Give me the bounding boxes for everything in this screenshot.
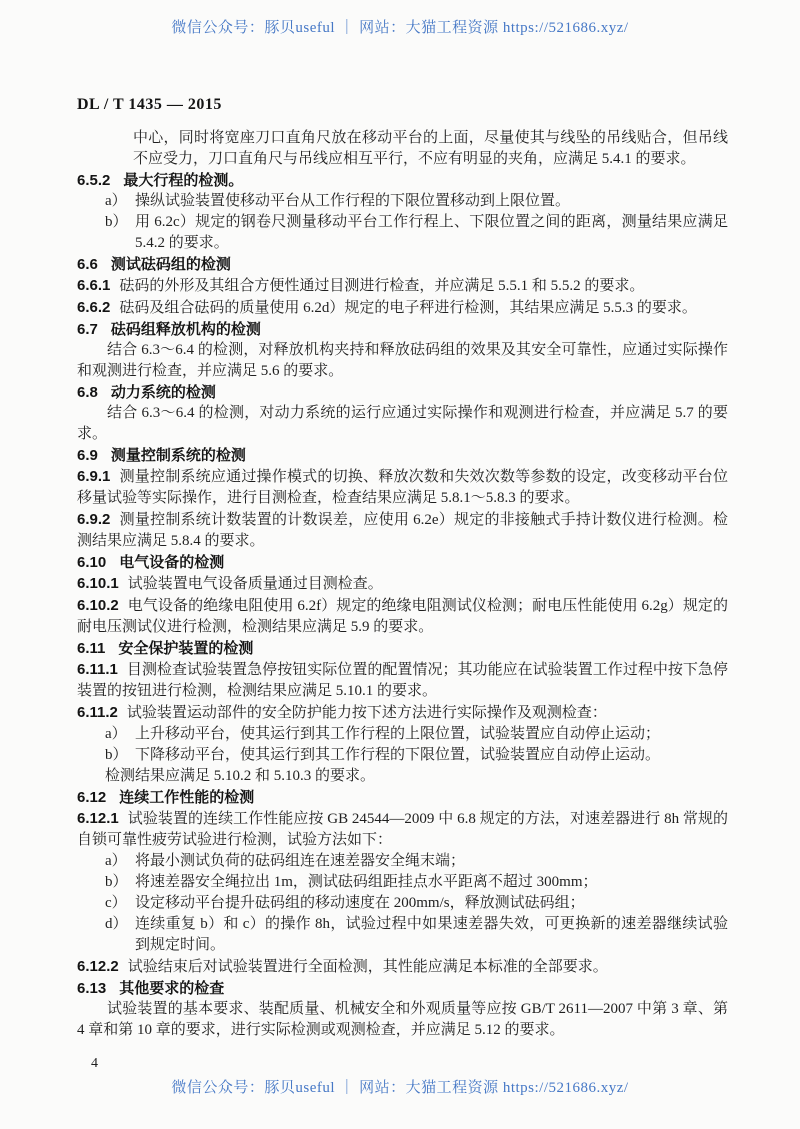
section-title: 测试砝码组的检测: [110, 256, 231, 273]
clause-number: 6.9.1: [77, 468, 111, 485]
watermark-top: 微信公众号：豚贝useful ｜ 网站：大猫工程资源 https://521686.xyz/: [171, 20, 629, 36]
clause-number: 6.6.1: [77, 277, 111, 294]
clause-number: 6.11.1: [77, 661, 118, 678]
paragraph-result: 检测结果应满足 5.10.2 和 5.10.3 的要求。: [105, 768, 376, 784]
list-item-a: [105, 724, 728, 745]
clause-text: 电气设备的绝缘电阻使用 6.2f）规定的绝缘电阻测试仪检测；耐电压性能使用 6.2g）规定的耐电压测试仪进行检测，检测结果应满足 5.9 的要求。: [77, 598, 728, 635]
clause-number: 6.10.2: [77, 597, 119, 614]
section-title: 电气设备的检测: [119, 554, 225, 571]
section-heading-6-11: [77, 638, 728, 659]
list-label: b）: [105, 747, 128, 763]
section-heading-6-6: [77, 254, 728, 275]
clause-6-6-1: [77, 275, 728, 297]
paragraph-continuation: 中心，同时将宽座刀口直角尺放在移动平台的上面，尽量使其与线坠的吊线贴合，但吊线不应受力，刀口直角尺与吊线应相互平行，不应有明显的夹角，应满足 5.4.1 的要求。: [133, 130, 728, 167]
list-text: 用 6.2c）规定的钢卷尺测量移动平台工作行程上、下限位置之间的距离，测量结果应满足 5.4.2 的要求。: [135, 214, 728, 251]
paragraph: 结合 6.3～6.4 的检测，对动力系统的运行应通过实际操作和观测进行检查，并应满足 5.7 的要求。: [77, 405, 728, 442]
list-label: c）: [105, 895, 127, 911]
clause-6-11-1: [77, 659, 728, 702]
list-item-a: [105, 851, 728, 872]
list-label: a）: [105, 726, 127, 742]
clause-6-12-2: [77, 956, 728, 978]
clause-text: 试验装置的连续工作性能应按 GB 24544—2009 中 6.8 规定的方法，对速差器进行 8h 常规的自锁可靠性疲劳试验进行检测，试验方法如下：: [77, 811, 728, 848]
section-heading-6-13: [77, 978, 728, 999]
section-number: 6.11: [77, 640, 106, 657]
clause-6-9-1: [77, 466, 728, 509]
page-number: 4: [91, 1056, 98, 1071]
section-title: 安全保护装置的检测: [118, 640, 254, 657]
doc-code: DL / T 1435 — 2015: [77, 96, 222, 113]
document-body: [77, 128, 728, 1041]
list-label: d）: [105, 916, 128, 932]
section-heading-6-12: [77, 787, 728, 808]
list-text: 上升移动平台，使其运行到其工作行程的上限位置，试验装置应自动停止运动；: [135, 726, 661, 742]
list-item-b: [105, 212, 728, 254]
clause-6-12-1: [77, 808, 728, 851]
section-number: 6.6: [77, 256, 98, 273]
section-title: 最大行程的检测。: [123, 172, 244, 189]
clause-number: 6.11.2: [77, 704, 118, 721]
clause-text: 砝码的外形及其组合方便性通过目测进行检查，并应满足 5.5.1 和 5.5.2 的要求。: [119, 278, 645, 294]
list-label: b）: [105, 874, 128, 890]
clause-number: 6.12.1: [77, 810, 119, 827]
section-title: 动力系统的检测: [110, 384, 216, 401]
section-title: 连续工作性能的检测: [119, 789, 255, 806]
list-item-b: [105, 872, 728, 893]
clause-text: 砝码及组合砝码的质量使用 6.2d）规定的电子秤进行检测，其结果应满足 5.5.3 的要求。: [119, 300, 697, 316]
section-title: 其他要求的检查: [119, 980, 225, 997]
clause-6-6-2: [77, 297, 728, 319]
list-item-a: [105, 191, 728, 212]
list-label: a）: [105, 193, 127, 209]
clause-6-11-2: [77, 702, 728, 724]
paragraph: 试验装置的基本要求、装配质量、机械安全和外观质量等应按 GB/T 2611—2007 中第 3 章、第 4 章和第 10 章的要求，进行实际检测或观测检查，并应满足 5.12 的要求。: [77, 1001, 728, 1038]
list-text: 下降移动平台，使其运行到其工作行程的下限位置，试验装置应自动停止运动。: [135, 747, 661, 763]
clause-number: 6.6.2: [77, 299, 111, 316]
clause-number: 6.12.2: [77, 958, 119, 975]
clause-text: 试验装置运动部件的安全防护能力按下述方法进行实际操作及观测检查：: [126, 705, 607, 721]
list-text: 将速差器安全绳拉出 1m，测试砝码组距挂点水平距离不超过 300mm；: [135, 874, 598, 890]
clause-text: 目测检查试验装置急停按钮实际位置的配置情况；其功能应在试验装置工作过程中按下急停装置的按钮进行检测，检测结果应满足 5.10.1 的要求。: [77, 662, 728, 699]
list-item-c: [105, 893, 728, 914]
section-number: 6.7: [77, 321, 98, 338]
clause-text: 测量控制系统计数装置的计数误差，应使用 6.2e）规定的非接触式手持计数仪进行检测。检测结果应满足 5.8.4 的要求。: [77, 512, 728, 549]
section-title: 测量控制系统的检测: [110, 447, 246, 464]
section-heading-6-9: [77, 445, 728, 466]
clause-6-10-1: [77, 573, 728, 595]
section-number: 6.9: [77, 447, 98, 464]
list-text: 将最小测试负荷的砝码组连在速差器安全绳末端；: [135, 853, 466, 869]
section-heading-6-8: [77, 382, 728, 403]
list-label: b）: [105, 214, 128, 230]
list-item-b: [105, 745, 728, 766]
clause-number: 6.10.1: [77, 575, 119, 592]
clause-number: 6.9.2: [77, 511, 111, 528]
section-number: 6.12: [77, 789, 107, 806]
section-number: 6.13: [77, 980, 107, 997]
list-text: 连续重复 b）和 c）的操作 8h，试验过程中如果速差器失效，可更换新的速差器继续试验到规定时间。: [135, 916, 728, 953]
section-title: 砝码组释放机构的检测: [110, 321, 261, 338]
list-label: a）: [105, 853, 127, 869]
clause-text: 测量控制系统应通过操作模式的切换、释放次数和失效次数等参数的设定，改变移动平台位移量试验等实际操作，进行目测检查，检查结果应满足 5.8.1～5.8.3 的要求。: [77, 469, 728, 506]
list-text: 操纵试验装置使移动平台从工作行程的下限位置移动到上限位置。: [135, 193, 571, 209]
section-heading-6-10: [77, 552, 728, 573]
list-text: 设定移动平台提升砝码组的移动速度在 200mm/s，释放测试砝码组；: [135, 895, 585, 911]
section-number: 6.8: [77, 384, 98, 401]
list-item-d: [105, 914, 728, 956]
paragraph: 结合 6.3～6.4 的检测，对释放机构夹持和释放砝码组的效果及其安全可靠性，应通过实际操作和观测进行检查，并应满足 5.6 的要求。: [77, 342, 728, 379]
section-heading-6-5-2: [77, 170, 728, 191]
section-number: 6.10: [77, 554, 107, 571]
clause-6-10-2: [77, 595, 728, 638]
section-heading-6-7: [77, 319, 728, 340]
watermark-bottom: 微信公众号：豚贝useful ｜ 网站：大猫工程资源 https://521686.xyz/: [171, 1080, 629, 1096]
clause-text: 试验装置电气设备质量通过目测检查。: [127, 576, 383, 592]
clause-text: 试验结束后对试验装置进行全面检测，其性能应满足本标准的全部要求。: [127, 959, 608, 975]
section-number: 6.5.2: [77, 172, 111, 189]
clause-6-9-2: [77, 509, 728, 552]
